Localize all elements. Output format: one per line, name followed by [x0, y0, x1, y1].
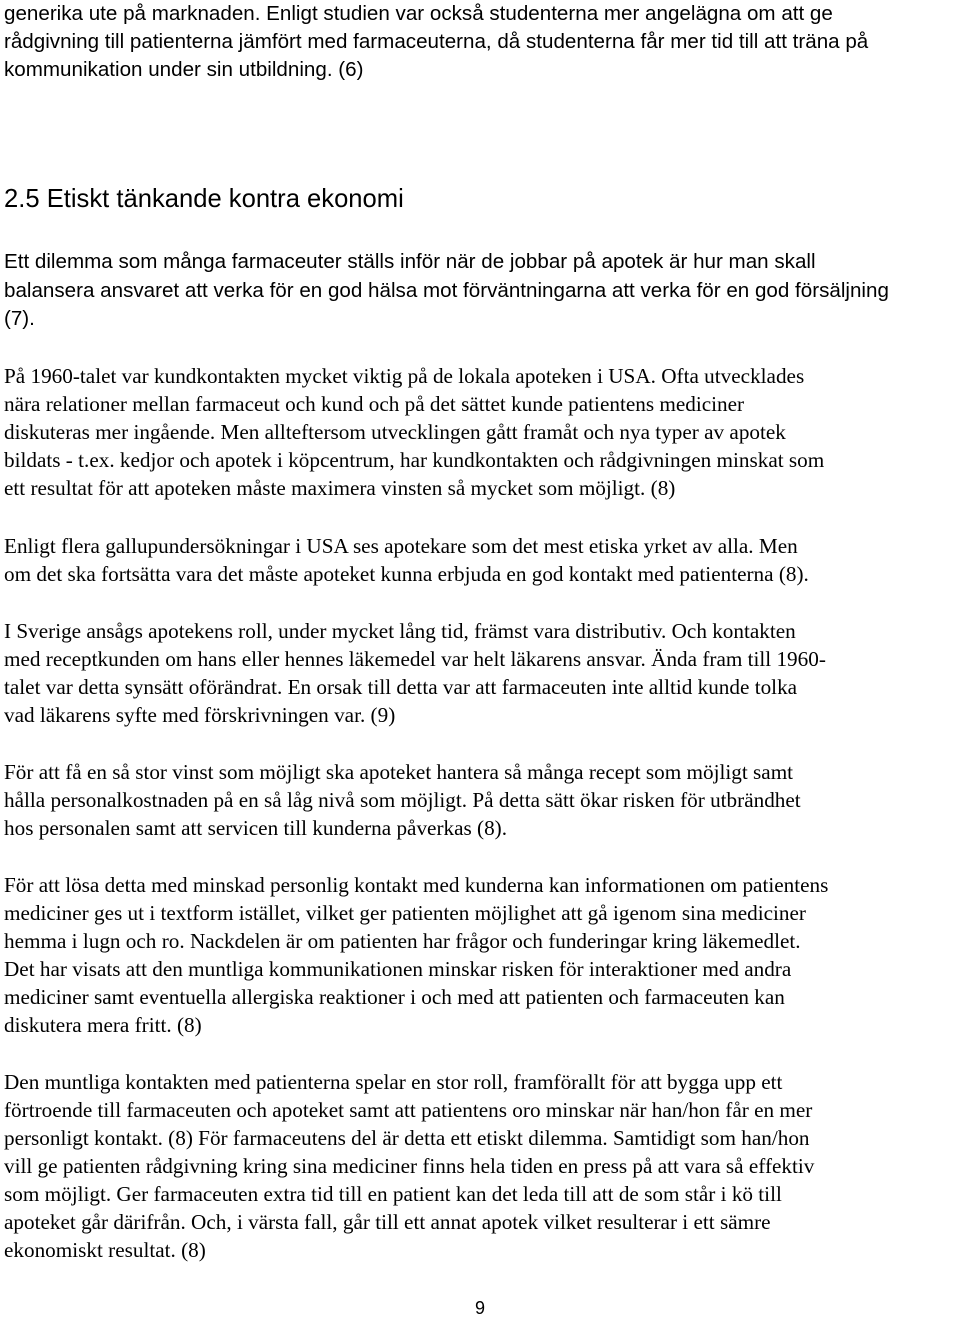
document-page: [4, 0, 960, 1318]
text-line: (7).: [4, 307, 35, 330]
text-line: nära relationer mellan farmaceut och kund och på det sättet kunde patientens mediciner: [4, 392, 745, 416]
text-line: talet var detta synsätt oförändrat. En orsak till detta var att farmaceuten inte alltid kunde tolka: [4, 675, 798, 699]
text-line: diskutera mera fritt. (8): [4, 1013, 202, 1037]
text-line: balansera ansvaret att verka för en god hälsa mot förväntningarna att verka för en god försäljning: [4, 279, 889, 302]
text-line: I Sverige ansågs apotekens roll, under mycket lång tid, främst vara distributiv. Och kontakten: [4, 619, 796, 643]
text-line: hålla personalkostnaden på en så låg nivå som möjligt. På detta sätt ökar risken för utbrändhet: [4, 788, 801, 812]
text-line: På 1960-talet var kundkontakten mycket viktig på de lokala apoteken i USA. Ofta utvecklades: [4, 364, 805, 388]
text-line: om det ska fortsätta vara det måste apoteket kunna erbjuda en god kontakt med patienterna (8).: [4, 562, 809, 586]
text-line: Det har visats att den muntliga kommunikationen minskar risken för interaktioner med andra: [4, 957, 792, 981]
text-line: ett resultat för att apoteken måste maximera vinsten så mycket som möjligt. (8): [4, 476, 676, 500]
text-line: rådgivning till patienterna jämfört med farmaceuterna, då studenterna får mer tid till att träna på: [4, 30, 869, 53]
text-line: mediciner samt eventuella allergiska reaktioner i och med att patienten och farmaceuten kan: [4, 985, 785, 1009]
text-line: ekonomiskt resultat. (8): [4, 1238, 206, 1262]
section-heading: 2.5 Etiskt tänkande kontra ekonomi: [4, 185, 404, 213]
text-line: förtroende till farmaceuten och apoteket samt att patientens oro minskar när han/hon får en mer: [4, 1098, 813, 1122]
page-number: 9: [475, 1298, 486, 1318]
text-line: vill ge patienten rådgivning kring sina mediciner finns hela tiden en press på att vara så effektiv: [4, 1154, 815, 1178]
text-line: För att få en så stor vinst som möjligt ska apoteket hantera så många recept som möjligt samt: [4, 760, 794, 784]
text-line: Den muntliga kontakten med patienterna spelar en stor roll, framförallt för att bygga upp ett: [4, 1070, 783, 1094]
text-line: personligt kontakt. (8) För farmaceutens del är detta ett etiskt dilemma. Samtidigt som han/hon: [4, 1126, 810, 1150]
text-line: hos personalen samt att servicen till kunderna påverkas (8).: [4, 816, 508, 840]
text-line: hemma i lugn och ro. Nackdelen är om patienten har frågor och funderingar kring läkemedlet.: [4, 929, 801, 953]
text-line: bildats - t.ex. kedjor och apotek i köpcentrum, har kundkontakten och rådgivningen minskat som: [4, 448, 825, 472]
text-line: För att lösa detta med minskad personlig kontakt med kunderna kan informationen om patientens: [4, 873, 829, 897]
text-line: med receptkunden om hans eller hennes läkemedel var helt läkarens ansvar. Ända fram till 1960-: [4, 647, 826, 671]
text-line: kommunikation under sin utbildning. (6): [4, 58, 364, 81]
text-line: generika ute på marknaden. Enligt studien var också studenterna mer angelägna om att ge: [4, 2, 833, 25]
text-line: Enligt flera gallupundersökningar i USA ses apotekare som det mest etiska yrket av alla. Men: [4, 534, 798, 558]
text-line: Ett dilemma som många farmaceuter ställs inför när de jobbar på apotek är hur man skall: [4, 250, 816, 273]
text-line: mediciner ges ut i textform istället, vilket ger patienten möjlighet att gå igenom sina mediciner: [4, 901, 806, 925]
text-line: vad läkarens syfte med förskrivningen var. (9): [4, 703, 396, 727]
text-line: som möjligt. Ger farmaceuten extra tid till en patient kan det leda till att de som står i kö till: [4, 1182, 782, 1206]
text-line: apoteket går därifrån. Och, i värsta fall, går till ett annat apotek vilket resulterar i ett sämre: [4, 1210, 771, 1234]
text-line: diskuteras mer ingående. Men allteftersom utvecklingen gått framåt och nya typer av apotek: [4, 420, 786, 444]
